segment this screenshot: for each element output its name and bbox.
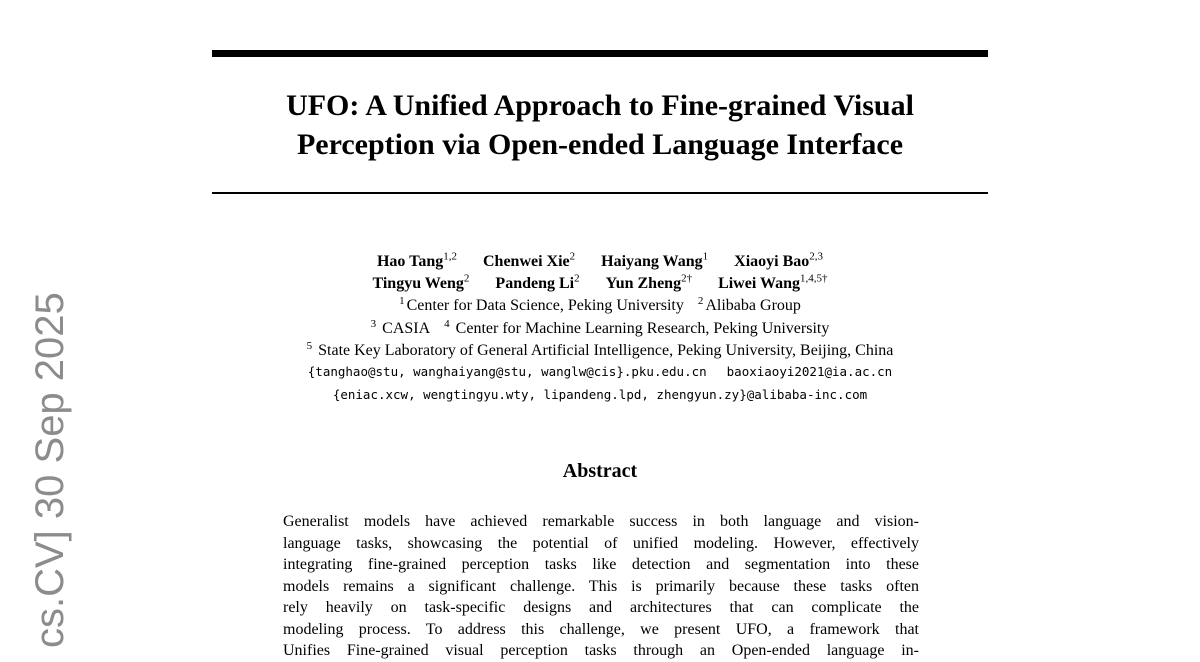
abstract-heading: Abstract: [562, 460, 638, 482]
top-thick-rule: [212, 50, 988, 57]
abstract-line: modeling process. To address this challenge, we present UFO, a framework that: [283, 620, 919, 638]
abstract-line: integrating fine-grained perception tasks like detection and segmentation into these: [283, 556, 919, 573]
email-line: [150, 360, 1050, 383]
abstract-text: [283, 511, 919, 662]
author-line: [150, 246, 1050, 271]
author-block: [150, 246, 1050, 358]
paper-title: [212, 86, 988, 164]
arxiv-side-stamp: cs.CV] 30 Sep 2025: [28, 292, 72, 648]
affiliation-line: [150, 290, 1050, 313]
affiliation-line: [150, 335, 1050, 358]
title-line: UFO: A Unified Approach to Fine-grained Visual: [286, 89, 914, 122]
affiliation: $^1$ Center for Data Science, Peking University: [399, 295, 684, 315]
affiliation: $^4$ Center for Machine Learning Research, Peking University: [444, 317, 830, 337]
abstract-line: language tasks, showcasing the potential of unified modeling. However, effectively: [283, 534, 919, 552]
abstract-line: Unifies Fine-grained visual perception tasks through an Open-ended language in-: [283, 642, 919, 659]
affiliation: $^3$ CASIA: [370, 317, 431, 337]
email-block: [150, 360, 1050, 406]
author: Haiyang Wang$^1$: [601, 251, 709, 271]
email: {tanghao@stu, wanghaiyang@stu, wanglw@cis}.pku.edu.cn: [307, 364, 707, 379]
author: Pandeng Li$^2$: [495, 273, 580, 293]
author: Xiaoyi Bao$^{2,3}$: [734, 251, 824, 271]
affiliation-line: [150, 313, 1050, 336]
author: Hao Tang$^{1,2}$: [376, 251, 457, 271]
abstract-line: models remains a significant challenge. This is primarily because these tasks often: [283, 577, 919, 595]
title-line: Perception via Open-ended Language Interface: [296, 128, 904, 161]
email-line: [150, 383, 1050, 406]
author: Tingyu Weng$^2$: [372, 273, 470, 293]
author: Chenwei Xie$^2$: [482, 251, 576, 271]
affiliation: $^2$ Alibaba Group: [697, 295, 801, 315]
abstract-line: Generalist models have achieved remarkable success in both language and vision-: [283, 513, 919, 530]
email: {eniac.xcw, wengtingyu.wty, lipandeng.lpd, zhengyun.zy}@alibaba-inc.com: [332, 387, 868, 402]
email: baoxiaoyi2021@ia.ac.cn: [726, 364, 893, 379]
affiliation: $^5$ State Key Laboratory of General Artificial Intelligence, Peking University, Beijing, China: [306, 340, 894, 360]
abstract-line: rely heavily on task-specific designs and architectures that can complicate the: [283, 599, 919, 616]
title-bottom-rule: [212, 192, 988, 194]
author: Liwei Wang$^{1,4,5\dagger}$: [718, 273, 828, 293]
author: Yun Zheng$^{2\dagger}$: [605, 273, 693, 293]
author-line: [150, 268, 1050, 293]
